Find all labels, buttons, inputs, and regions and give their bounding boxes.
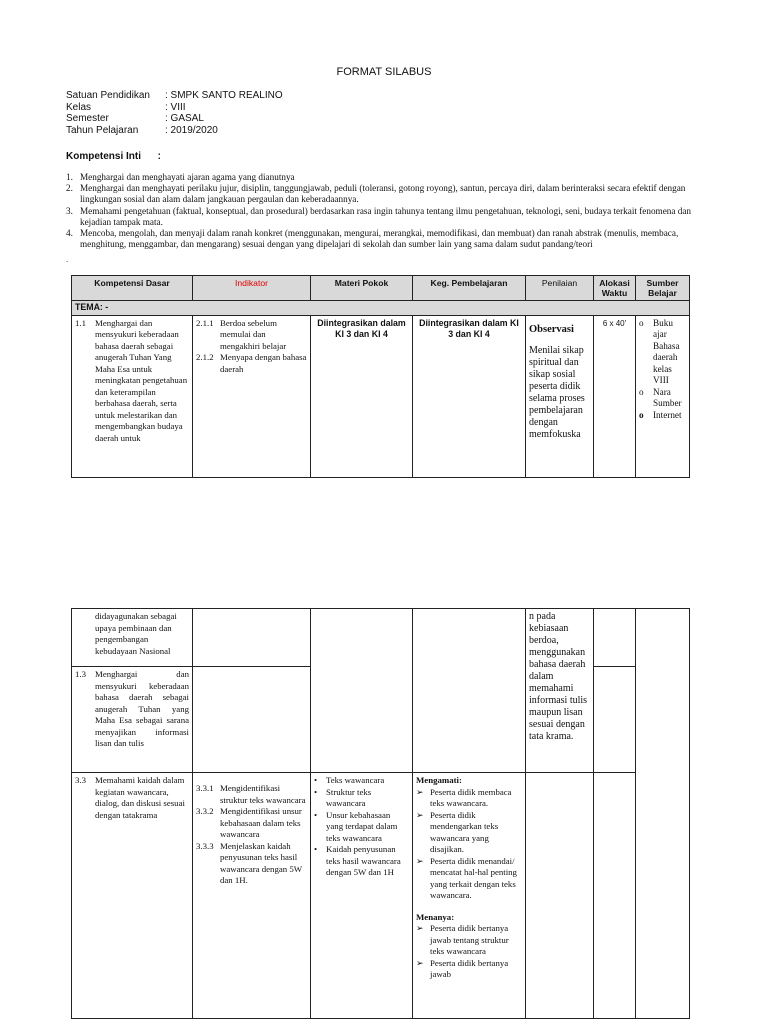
empty-cell [311,609,413,773]
arrow-bullet-icon: ➢ [416,855,424,866]
empty-cell [636,609,690,1019]
kd-number: 1.3 [75,669,86,679]
arrow-bullet-icon: ➢ [416,786,424,797]
document-title: FORMAT SILABUS [336,66,432,78]
ki-item [66,183,702,205]
indikator-entry [196,352,307,375]
kegiatan-item [416,923,522,958]
penilaian-title: Observasi [529,323,574,335]
kd-entry [75,318,189,445]
header-penilaian: Penilaian [526,276,594,301]
spacer [416,902,522,912]
menanya-title: Menanya: [416,911,455,922]
meta-row [66,90,283,102]
kd-cell [72,773,193,1019]
header-alokasi: Alokasi Waktu [594,276,636,301]
ki-item [66,228,702,250]
sumber-text: Nara Sumber [653,386,682,408]
empty-cell [193,609,311,667]
kd-text: Menghargai dan mensyukuri keberadaan bahasa daerah sebagai anugerah Tuhan Yang Maha Esa untuk meningkatan pengetahuan dan keterampilan berbahasa daerah, serta untuk melestarikan dan mengembangkan budaya daerah untuk [95,317,188,443]
ki-item [66,172,702,183]
meta-label: Tahun Pelajaran [66,124,139,136]
meta-value: : VIII [165,101,186,113]
kd-number: 1.1 [75,317,86,328]
arrow-bullet-icon: ➢ [416,957,424,968]
indikator-text: Menyapa dengan bahasa daerah [220,352,307,374]
penilaian-text: Menilai sikap spiritual dan sikap sosial peserta didik selama proses pembelajaran dengan memfokuska [529,345,585,440]
materi-item [314,775,409,787]
table-row [72,773,690,1019]
kegiatan-item [416,810,522,856]
bullet-icon: • [314,786,318,797]
kegiatan-text: Peserta didik mendengarkan teks wawancara yang disajikan. [430,809,499,854]
kegiatan-item [416,958,522,981]
sumber-cell [636,315,690,477]
kd-entry [75,669,189,750]
tema-cell: TEMA: - [72,301,690,316]
indikator-number: 3.3.2 [196,806,214,816]
indikator-text: Mengidentifikasi struktur teks wawancara [220,783,306,805]
meta-value: : 2019/2020 [165,124,218,136]
materi-text: Struktur teks wawancara [326,786,372,808]
empty-cell [193,667,311,773]
mengamati-title: Mengamati: [416,775,462,785]
school-meta [66,90,283,136]
empty-cell [594,773,636,1019]
header-materi-pokok: Materi Pokok [311,276,413,301]
materi-item [314,844,409,879]
materi-item [314,810,409,845]
empty-cell [526,773,594,1019]
kd-entry [75,775,189,821]
meta-value: : SMPK SANTO REALINO [165,90,283,101]
kd-number: 3.3 [75,775,86,785]
bullet-icon: • [314,844,318,854]
alokasi-cell: 6 x 40' [594,315,636,477]
penilaian-cell [526,315,594,477]
penilaian-continuation-cell: n pada kebiasaan berdoa, menggunakan bahasa daerah dalam memahami informasi tulis maupun lisan sesuai dengan tata krama. [526,609,594,773]
indikator-number: 2.1.1 [196,317,214,328]
syllabus-table-page1 [71,275,690,478]
ki-text: Mencoba, mengolah, dan menyaji dalam ranah konkret (menggunakan, mengurai, merangkai, memodifikasi, dan membuat) dan ranah abstrak (menulis, membaca, menghitung, menggambar, dan mengarang) sesuai dengan yang dipelajari di sekolah dan sumber lain yang sama dalam sudut pandang/teori [80,228,679,250]
kompetensi-inti-list [66,172,702,250]
arrow-bullet-icon: ➢ [416,809,424,820]
table-header-row [72,276,690,301]
meta-row [66,102,283,114]
materi-text: Unsur kebahasaan yang terdapat dalam teks wawancara [326,809,398,843]
bullet-icon: • [314,775,318,785]
indikator-number: 3.3.3 [196,840,214,851]
indikator-entry [196,841,307,887]
sumber-item [639,387,686,410]
meta-label: Kelas [66,101,92,113]
bullet-icon: • [314,809,318,820]
arrow-bullet-icon: ➢ [416,923,424,933]
kd-text: Memahami kaidah dalam kegiatan wawancara, dialog, dan diskusi sesuai dengan tatakrama [95,775,185,820]
meta-row [66,113,283,125]
ki-number: 4. [66,228,73,239]
indikator-cell [193,315,311,477]
empty-cell [413,609,526,773]
indikator-entry [196,783,307,806]
materi-text: Kaidah penyusunan teks hasil wawancara dengan 5W dan 1H [326,844,401,877]
header-kegiatan: Keg. Pembelajaran [413,276,526,301]
syllabus-table-page2 [71,608,690,1019]
indikator-number: 3.3.1 [196,783,214,793]
meta-label: Semester [66,113,109,124]
kd-text: Menghargai dan mensyukuri keberadaan bahasa daerah sebagai anugerah Tuhan yang Maha Esa sebagai sarana menyajikan informasi lisan dan tulis [95,669,189,748]
ki-number: 3. [66,205,73,216]
kegiatan-text: Peserta didik bertanya jawab [430,957,509,979]
bullet-icon: o [639,409,644,420]
kd-continuation-cell: didayagunakan sebagai upaya pembinaan dan pengembangan kebudayaan Nasional [72,609,193,667]
indikator-text: Mengidentifikasi unsur kebahasaan dalam teks wawancara [220,806,302,839]
tema-row [72,301,690,316]
ki-number: 1. [66,172,73,182]
indikator-text: Menjelaskan kaidah penyusunan teks hasil wawancara dengan 5W dan 1H. [220,840,302,885]
meta-row [66,125,283,137]
spacer [196,775,307,783]
ki-item [66,206,702,228]
materi-item [314,787,409,810]
sumber-item [639,318,686,387]
kompetensi-inti-heading: Kompetensi Inti : [66,151,162,162]
kd-cell [72,315,193,477]
kegiatan-text: Peserta didik bertanya jawab tentang struktur teks wawancara [430,923,509,956]
header-sumber: Sumber Belajar [636,276,690,301]
ki-text: Menghargai dan menghayati ajaran agama yang dianutnya [80,172,295,182]
kegiatan-item [416,787,522,810]
ki-text: Memahami pengetahuan (faktual, konseptual, dan prosedural) berdasarkan rasa ingin tahunya tentang ilmu pengetahuan, teknologi, seni, budaya terkait fenomena dan kejadian tampak mata. [80,205,692,227]
kegiatan-cell: Diintegrasikan dalam KI 3 dan KI 4 [413,315,526,477]
indikator-cell [193,773,311,1019]
header-indikator: Indikator [193,276,311,301]
ki-trailing-dot: . [66,255,69,264]
indikator-number: 2.1.2 [196,352,214,362]
ki-number: 2. [66,183,73,194]
empty-cell [594,609,636,667]
materi-cell: Diintegrasikan dalam KI 3 dan KI 4 [311,315,413,477]
meta-label: Satuan Pendidikan [66,90,150,101]
sumber-text: Internet [653,409,682,420]
kd-cell [72,667,193,773]
indikator-text: Berdoa sebelum memulai dan mengakhiri belajar [220,317,287,351]
bullet-icon: o [639,317,644,328]
bullet-icon: o [639,386,644,397]
kegiatan-text: Peserta didik membaca teks wawancara. [430,786,512,808]
table-row [72,609,690,667]
meta-value: : GASAL [165,113,204,124]
kegiatan-cell [413,773,526,1019]
empty-cell [594,667,636,773]
kegiatan-item [416,856,522,902]
materi-text: Teks wawancara [326,775,385,785]
materi-cell [311,773,413,1019]
sumber-item [639,410,686,422]
sumber-text: Buku ajar Bahasa daerah kelas VIII [653,317,680,385]
ki-text: Menghargai dan menghayati perilaku jujur, disiplin, tanggungjawab, peduli (toleransi, gotong royong), santun, percaya diri, dalam berinteraksi secara efektif dengan lingkungan sosial dan alam dalam jangkauan pergaulan dan keberadaannya. [80,183,686,205]
header-kompetensi-dasar: Kompetensi Dasar [72,276,193,301]
kegiatan-text: Peserta didik menandai/ mencatat hal-hal penting yang terkait dengan teks wawancara. [430,855,517,900]
indikator-entry [196,806,307,841]
indikator-entry [196,318,307,353]
table-row [72,315,690,477]
